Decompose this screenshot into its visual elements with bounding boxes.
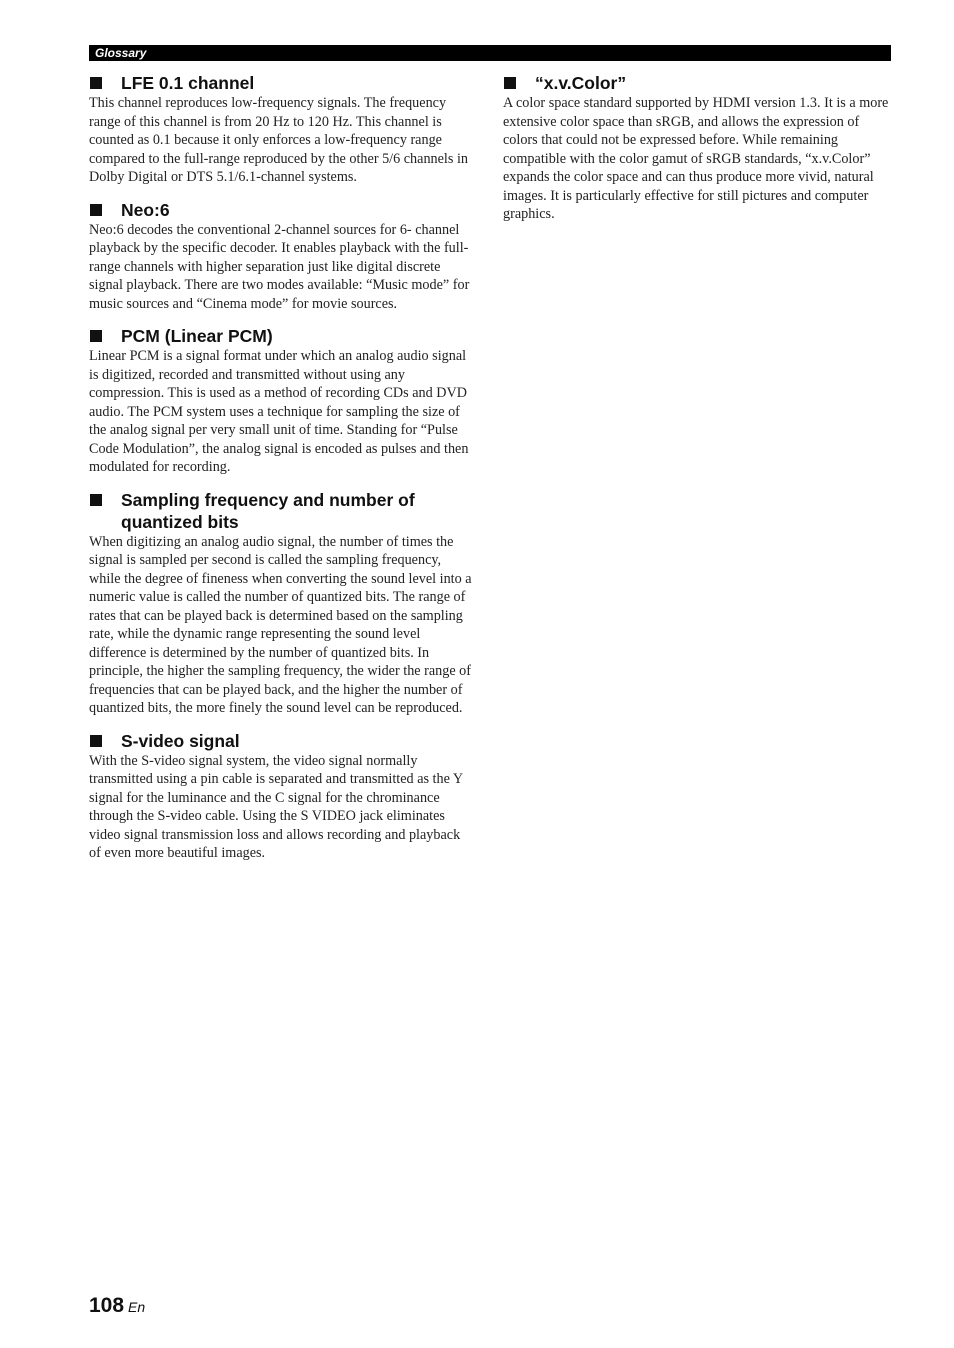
glossary-entry-neo6 [89, 199, 475, 314]
entry-body: This channel reproduces low-frequency signals. The frequency range of this channel is from 20 Hz to 120 Hz. This channel is counted as 0.1 because it only enforces a low-frequency range compared to the full-range reproduced by the other 5/6 channels in Dolby Digital or DTS 5.1/6.1-channel systems. [89, 95, 468, 185]
page-number: 108 [89, 1294, 125, 1317]
entry-title: LFE 0.1 channel [121, 73, 255, 93]
square-bullet-icon [90, 204, 102, 216]
entry-body: With the S-video signal system, the video signal normally transmitted using a pin cable is separated and transmitted as the Y signal for the luminance and the C signal for the chrominance through the S-video cable. Using the S VIDEO jack eliminates video signal transmission loss and allows recording and playback of even more beautiful images. [89, 752, 463, 861]
square-bullet-icon [90, 494, 102, 506]
glossary-entry-xvcolor [503, 72, 891, 224]
entry-body: A color space standard supported by HDMI version 1.3. It is a more extensive color space than sRGB, and allows the expression of colors that could not be expressed before. While remaining compatible with the color gamut of sRGB standards, “x.v.Color” expands the color space and can thus produce more vivid, natural images. It is particularly effective for still pictures and computer graphics. [503, 95, 889, 222]
entry-title: Sampling frequency and number of quantized bits [121, 489, 415, 532]
square-bullet-icon [504, 77, 516, 89]
entry-title: S-video signal [121, 730, 240, 751]
entry-title: “x.v.Color” [535, 73, 627, 93]
entry-heading [503, 72, 891, 94]
entry-body: Neo:6 decodes the conventional 2-channel sources for 6- channel playback by the specific decoder. It enables playback with the full-range channels with higher separation just like digital discrete signal playback. There are two modes available: “Music mode” for music sources and “Cinema mode” for movie sources. [89, 221, 470, 312]
right-column [503, 72, 891, 236]
glossary-entry-svideo [89, 730, 475, 863]
glossary-entry-sampling [89, 489, 475, 718]
section-header-bar [89, 45, 891, 61]
entry-body: Linear PCM is a signal format under which an analog audio signal is digitized, recorded and transmitted without using any compression. This is used as a method of recording CDs and DVD audio. The PCM system uses a technique for sampling the size of the analog signal per very small unit of time. Standing for “Pulse Code Modulation”, the analog signal is encoded as pulses and then modulated for recording. [89, 348, 469, 475]
glossary-entry-lfe [89, 72, 475, 187]
entry-heading [89, 730, 475, 752]
entry-heading [89, 199, 475, 221]
page-footer [89, 1294, 145, 1318]
entry-heading [89, 72, 475, 94]
entry-heading [89, 325, 475, 347]
entry-title: PCM (Linear PCM) [121, 326, 273, 346]
square-bullet-icon [90, 735, 102, 747]
section-label: Glossary [95, 46, 147, 60]
entry-body: When digitizing an analog audio signal, the number of times the signal is sampled per second is called the sampling frequency, while the degree of fineness when converting the sound level into a numeric value is called the number of quantized bits. The range of rates that can be played back is determined based on the sampling rate, while the dynamic range representing the sound level difference is determined by the number of quantized bits. In principle, the higher the sampling frequency, the wider the range of frequencies that can be played back, and the higher the number of quantized bits, the more finely the sound level can be reproduced. [89, 533, 472, 716]
square-bullet-icon [90, 330, 102, 342]
square-bullet-icon [90, 77, 102, 89]
page-language: En [128, 1299, 146, 1315]
left-column [89, 72, 475, 875]
entry-title: Neo:6 [121, 199, 170, 220]
glossary-entry-pcm [89, 325, 475, 477]
entry-heading [89, 489, 475, 533]
